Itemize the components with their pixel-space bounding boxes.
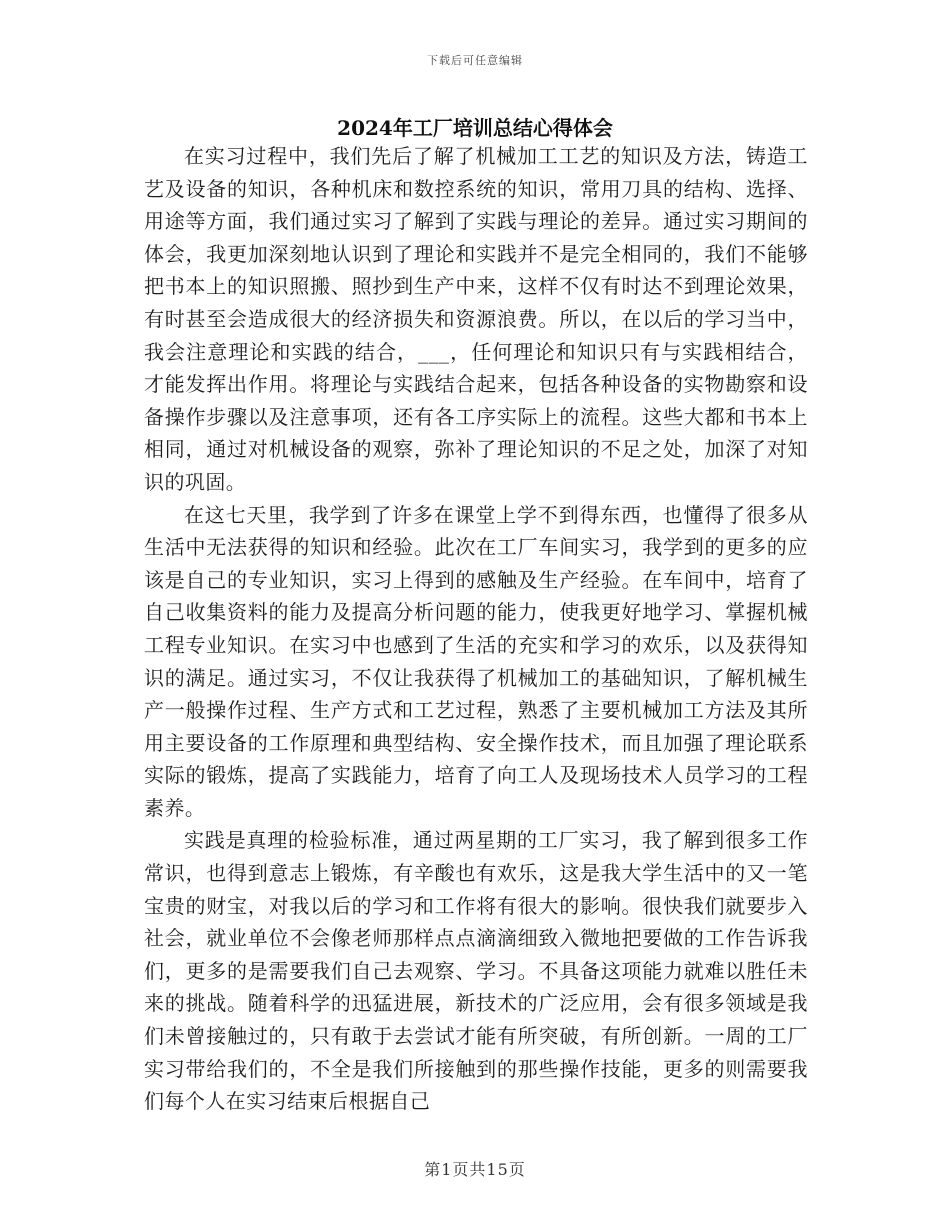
paragraph-3: 实践是真理的检验标准，通过两星期的工厂实习，我了解到很多工作常识，也得到意志上锻炼，有辛酸也有欢乐，这是我大学生活中的又一笔宝贵的财宝，对我以后的学习和工作将有很大的影响。很快我们就要步入社会，就业单位不会像老师那样点点滴滴细致入微地把要做的工作告诉我们，更多的是需要我们自己去观察、学习。不具备这项能力就难以胜任未来的挑战。随着科学的迅猛进展，新技术的广泛应用，会有很多领域是我们未曾接触过的，只有敢于去尝试才能有所突破，有所创新。一周的工厂实习带给我们的，不全是我们所接触到的那些操作技能，更多的则需要我们每个人在实习结束后根据自己 [144,828,808,1114]
paragraph-2: 在这七天里，我学到了许多在课堂上学不到得东西，也懂得了很多从生活中无法获得的知识和经验。此次在工厂车间实习，我学到的更多的应该是自己的专业知识，实习上得到的感触及生产经验。在车间中，培育了自己收集资料的能力及提高分析问题的能力，使我更好地学习、掌握机械工程专业知识。在实习中也感到了生活的充实和学习的欢乐，以及获得知识的满足。通过实习，不仅让我获得了机械加工的基础知识，了解机械生产一般操作过程、生产方式和工艺过程，熟悉了主要机械加工方法及其所用主要设备的工作原理和典型结构、安全操作技术，而且加强了理论联系实际的锻炼，提高了实践能力，培育了向工人及现场技术人员学习的工程素养。 [144,502,808,820]
page-number-footer: 第1页共15页 [424,1160,526,1179]
document-title: 2024年工厂培训总结心得体会 [337,116,613,140]
document-body [144,140,808,1118]
page-header-note: 下载后可任意编辑 [427,54,523,67]
paragraph-1: 在实习过程中，我们先后了解了机械加工工艺的知识及方法，铸造工艺及设备的知识，各种机床和数控系统的知识，常用刀具的结构、选择、用途等方面，我们通过实习了解到了实践与理论的差异。通过实习期间的体会，我更加深刻地认识到了理论和实践并不是完全相同的，我们不能够把书本上的知识照搬、照抄到生产中来，这样不仅有时达不到理论效果，有时甚至会造成很大的经济损失和资源浪费。所以，在以后的学习当中，我会注意理论和实践的结合，___，任何理论和知识只有与实践相结合，才能发挥出作用。将理论与实践结合起来，包括各种设备的实物勘察和设备操作步骤以及注意事项，还有各工序实际上的流程。这些大都和书本上相同，通过对机械设备的观察，弥补了理论知识的不足之处，加深了对知识的巩固。 [144,144,808,494]
